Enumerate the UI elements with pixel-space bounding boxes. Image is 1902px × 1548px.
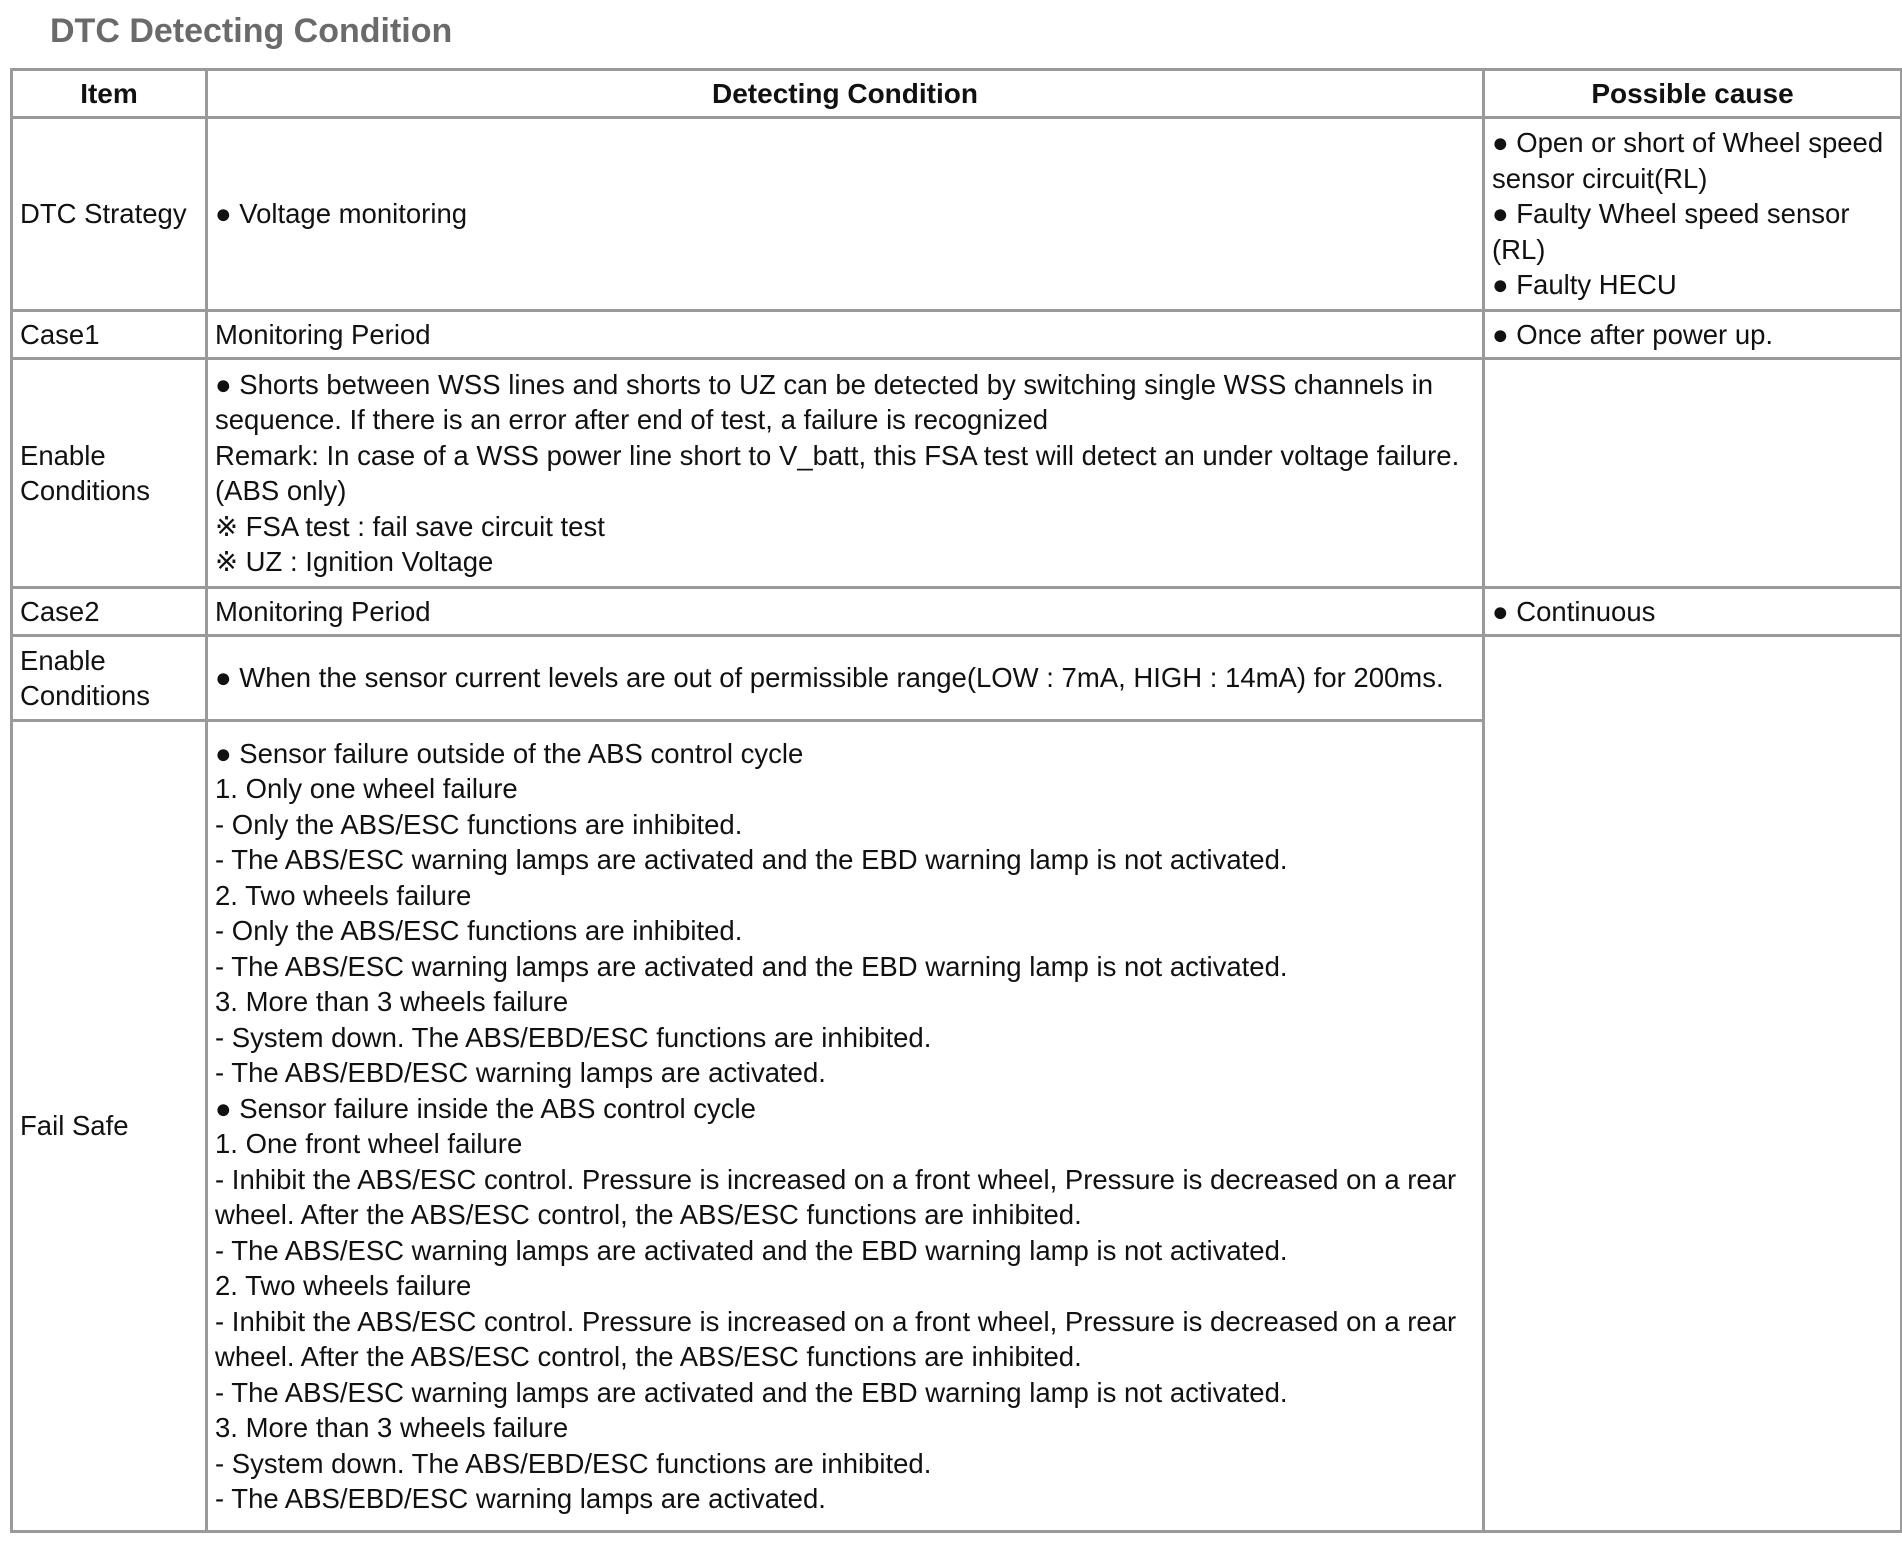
condition-line: ※ FSA test : fail save circuit test <box>215 510 605 542</box>
table-row-enable-conditions-1 <box>12 359 1902 588</box>
cause-cell-enable-conditions-1 <box>1484 359 1902 588</box>
cause-cell-empty <box>1484 636 1902 1532</box>
condition-line: wheel. After the ABS/ESC control, the ABS/ESC functions are inhibited. <box>215 1341 1082 1372</box>
item-cell-enable-conditions-1 <box>12 359 207 588</box>
condition-cell-case2: Monitoring Period <box>207 588 1484 636</box>
cause-cell-case1: ● Once after power up. <box>1484 311 1902 359</box>
table-header-row <box>12 70 1902 118</box>
condition-line: - The ABS/ESC warning lamps are activated and the EBD warning lamp is not activated. <box>215 1376 1288 1408</box>
item-label: Enable Conditions <box>20 644 150 711</box>
condition-line: wheel. After the ABS/ESC control, the ABS/ESC functions are inhibited. <box>215 1199 1082 1230</box>
table-row-dtc-strategy <box>12 118 1902 311</box>
condition-line: 3. More than 3 wheels failure <box>215 986 569 1017</box>
item-cell-dtc-strategy: DTC Strategy <box>12 118 207 311</box>
condition-line: - The ABS/EBD/ESC warning lamps are activated. <box>215 1057 826 1088</box>
cause-line: sensor circuit(RL) <box>1492 162 1708 194</box>
cause-line: (RL) <box>1492 233 1546 265</box>
condition-line: - The ABS/EBD/ESC warning lamps are activated. <box>215 1483 826 1514</box>
cause-cell-dtc-strategy <box>1484 118 1902 311</box>
condition-line: 1. Only one wheel failure <box>215 773 518 804</box>
table-row-enable-conditions-2 <box>12 636 1902 721</box>
condition-line: 2. Two wheels failure <box>215 1270 472 1301</box>
condition-cell-enable-conditions-1 <box>207 359 1484 588</box>
condition-line: 1. One front wheel failure <box>215 1128 523 1159</box>
condition-line: - System down. The ABS/EBD/ESC functions are inhibited. <box>215 1447 932 1479</box>
header-detecting-condition: Detecting Condition <box>207 70 1484 118</box>
condition-line: ● Shorts between WSS lines and shorts to UZ can be detected by switching single WSS channels in <box>215 368 1434 400</box>
condition-line: - Inhibit the ABS/ESC control. Pressure is increased on a front wheel, Pressure is decreased on a rear <box>215 1163 1457 1195</box>
header-item: Item <box>12 70 207 118</box>
condition-line: - Only the ABS/ESC functions are inhibited. <box>215 915 743 946</box>
item-cell-enable-conditions-2 <box>12 636 207 721</box>
condition-line: - The ABS/ESC warning lamps are activated and the EBD warning lamp is not activated. <box>215 1234 1288 1266</box>
condition-line: sequence. If there is an error after end of test, a failure is recognized <box>215 404 1049 435</box>
condition-line: ● Sensor failure outside of the ABS control cycle <box>215 737 804 769</box>
condition-line: Remark: In case of a WSS power line short to V_batt, this FSA test will detect an under voltage failure. <box>215 439 1460 471</box>
page-title: DTC Detecting Condition <box>50 12 453 50</box>
header-possible-cause: Possible cause <box>1484 70 1902 118</box>
condition-line: - Inhibit the ABS/ESC control. Pressure is increased on a front wheel, Pressure is decreased on a rear <box>215 1305 1457 1337</box>
condition-cell-case1: Monitoring Period <box>207 311 1484 359</box>
condition-cell-dtc-strategy: ● Voltage monitoring <box>207 118 1484 311</box>
condition-line: 2. Two wheels failure <box>215 879 472 911</box>
condition-line: 3. More than 3 wheels failure <box>215 1412 569 1443</box>
item-cell-case1: Case1 <box>12 311 207 359</box>
dtc-condition-table <box>10 68 1902 1533</box>
condition-cell-fail-safe <box>207 721 1484 1532</box>
condition-line: ● Sensor failure inside the ABS control cycle <box>215 1092 756 1124</box>
condition-line: - The ABS/ESC warning lamps are activated and the EBD warning lamp is not activated. <box>215 844 1288 875</box>
item-cell-case2: Case2 <box>12 588 207 636</box>
cause-line: ● Faulty Wheel speed sensor <box>1492 198 1850 230</box>
item-label: Enable Conditions <box>20 439 150 506</box>
item-cell-fail-safe: Fail Safe <box>12 721 207 1532</box>
condition-line: - The ABS/ESC warning lamps are activated and the EBD warning lamp is not activated. <box>215 950 1288 982</box>
table-row-case1 <box>12 311 1902 359</box>
condition-line: - Only the ABS/ESC functions are inhibited. <box>215 808 743 840</box>
condition-line: ※ UZ : Ignition Voltage <box>215 546 494 577</box>
condition-line: - System down. The ABS/EBD/ESC functions are inhibited. <box>215 1021 932 1053</box>
cause-line: ● Open or short of Wheel speed <box>1492 127 1884 159</box>
table-row-case2 <box>12 588 1902 636</box>
condition-line: (ABS only) <box>215 475 347 506</box>
condition-cell-enable-conditions-2: ● When the sensor current levels are out of permissible range(LOW : 7mA, HIGH : 14mA) for 200ms. <box>207 636 1484 721</box>
cause-cell-case2: ● Continuous <box>1484 588 1902 636</box>
cause-line: ● Faulty HECU <box>1492 269 1677 301</box>
